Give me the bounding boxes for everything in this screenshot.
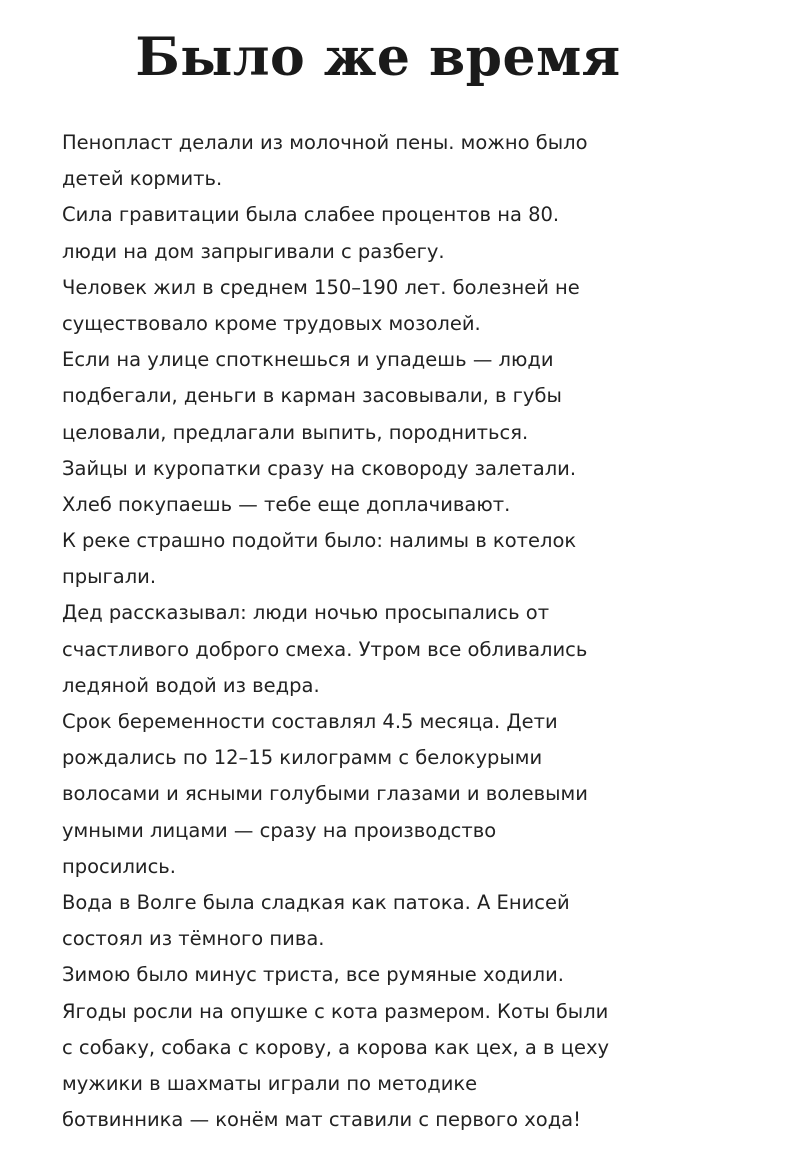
body-line: с собаку, собака с корову, а корова как цех, а в цеху (62, 1035, 610, 1059)
body-line: существовало кроме трудовых мозолей. (62, 311, 481, 335)
body-line: целовали, предлагали выпить, породниться. (62, 420, 529, 444)
body-line: Сила гравитации была слабее процентов на 80. (62, 203, 560, 227)
body-line: Зайцы и куропатки сразу на сковороду залетали. (62, 456, 577, 480)
body-line: Человек жил в среднем 150–190 лет. болезней не (62, 275, 580, 299)
body-line: просились. (62, 854, 177, 878)
document-title: Было же время (135, 27, 621, 88)
body-line: волосами и ясными голубыми глазами и волевыми (62, 782, 588, 806)
body-line: мужики в шахматы играли по методике (62, 1071, 478, 1095)
body-line: Ягоды росли на опушке с кота размером. Коты были (62, 999, 609, 1023)
body-line: прыгали. (62, 565, 157, 589)
body-line: ледяной водой из ведра. (62, 673, 320, 697)
body-line: ботвинника — конём мат ставили с первого хода! (62, 1108, 581, 1132)
body-line: умными лицами — сразу на производство (62, 818, 497, 842)
body-line: Хлеб покупаешь — тебе еще доплачивают. (62, 492, 511, 516)
body-line: Вода в Волге была сладкая как патока. А Енисей (62, 890, 570, 914)
body-line: рождались по 12–15 килограмм с белокурыми (62, 746, 543, 770)
body-line: люди на дом запрыгивали с разбегу. (62, 239, 445, 263)
body-line: детей кормить. (62, 167, 223, 191)
body-line: Пенопласт делали из молочной пены. можно было (62, 131, 588, 154)
body-line: подбегали, деньги в карман засовывали, в губы (62, 384, 562, 408)
body-line: Зимою было минус триста, все румяные ходили. (62, 963, 564, 987)
body-line: Если на улице споткнешься и упадешь — люди (62, 348, 554, 372)
body-line: состоял из тёмного пива. (62, 927, 325, 951)
document-body (62, 125, 762, 1138)
body-line: Дед рассказывал: люди ночью просыпались от (62, 601, 550, 625)
body-line: К реке страшно подойти было: налимы в котелок (62, 529, 577, 553)
body-line: Срок беременности составлял 4.5 месяца. Дети (62, 710, 558, 733)
body-line: счастливого доброго смеха. Утром все обливались (62, 637, 588, 661)
